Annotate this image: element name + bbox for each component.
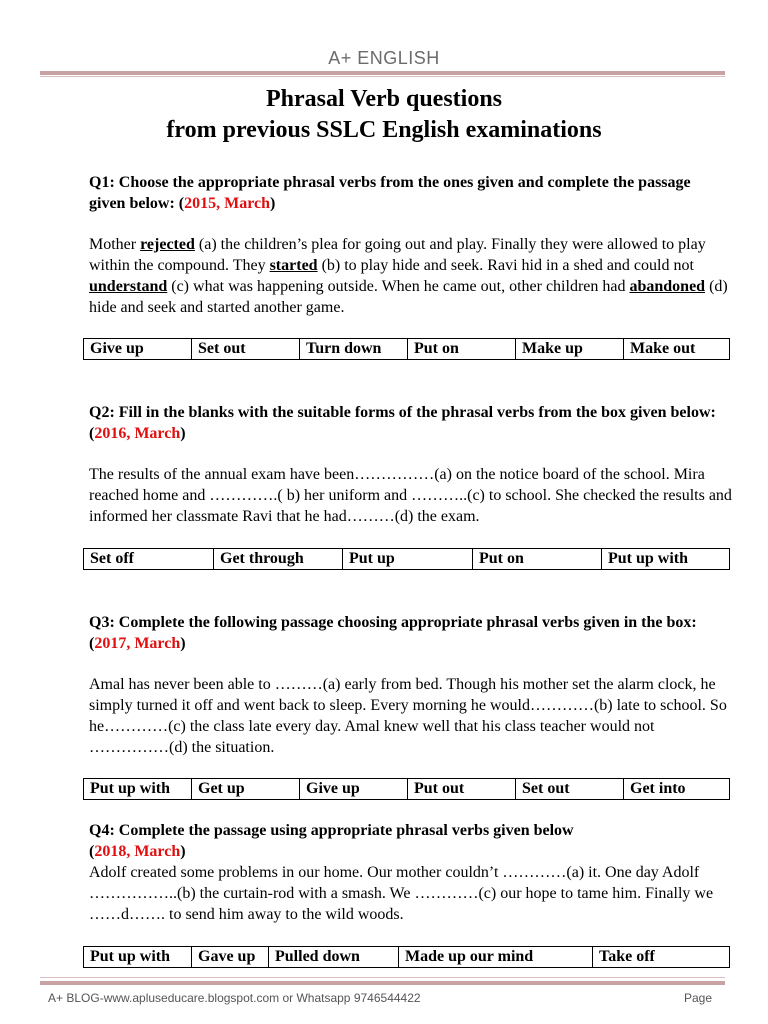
- q2-option: Set off: [84, 549, 214, 570]
- q3-option: Get into: [624, 779, 730, 800]
- q3-option: Set out: [516, 779, 624, 800]
- title-line-2: from previous SSLC English examinations: [166, 117, 602, 143]
- q4-open: (: [89, 843, 95, 860]
- q1-prompt-text: Q1: Choose the appropriate phrasal verbs from the ones given and complete the passage given below: (: [89, 174, 691, 212]
- q1-option: Give up: [84, 339, 192, 360]
- q2-option: Get through: [214, 549, 343, 570]
- q1-option: Turn down: [300, 339, 408, 360]
- q3-option: Put out: [408, 779, 516, 800]
- q3-option: Give up: [300, 779, 408, 800]
- q2-close: ): [180, 425, 186, 442]
- q2-prompt: [89, 402, 729, 444]
- q3-close: ): [180, 635, 186, 652]
- q1-word-started: started: [269, 257, 318, 274]
- q1-option: Make out: [624, 339, 730, 360]
- footer-text: A+ BLOG-www.apluseducare.blogspot.com or Whatsapp 9746544422: [48, 991, 421, 1005]
- q3-prompt-text: Q3: Complete the following passage choosing appropriate phrasal verbs given in the box: (: [89, 614, 697, 652]
- q1-word-abandoned: abandoned: [629, 278, 706, 295]
- q4-prompt-text: Q4: Complete the passage using appropriate phrasal verbs given below: [89, 822, 574, 839]
- q1-option: Make up: [516, 339, 624, 360]
- q2-prompt-text: Q2: Fill in the blanks with the suitable forms of the phrasal verbs from the box given below: (: [89, 404, 716, 442]
- q4-option: Take off: [593, 947, 730, 968]
- q1-year: 2015, March: [184, 195, 271, 212]
- q3-option: Put up with: [84, 779, 192, 800]
- q3-passage: Amal has never been able to ………(a) early from bed. Though his mother set the alarm clock, he simply turned it off and went back to sleep. Every morning he would…………(b) late to school. So he…………(c) the class late every day. Amal knew well that his class teacher would not ……………(d) the situation.: [89, 676, 727, 756]
- footer-rule: [40, 981, 725, 985]
- q3-year: 2017, March: [94, 635, 181, 652]
- q1-close: ): [270, 195, 276, 212]
- q1-passage: [89, 234, 734, 318]
- q4-year: 2018, March: [94, 843, 181, 860]
- q1-word-rejected: rejected: [140, 236, 195, 253]
- q1-text-4: (c) what was happening outside. When he came out, other children had: [167, 278, 630, 295]
- page-header: A+ ENGLISH: [328, 48, 440, 68]
- q4-option: Pulled down: [269, 947, 399, 968]
- q3-prompt: [89, 612, 729, 654]
- q2-option: Put on: [473, 549, 602, 570]
- q4-option: Made up our mind: [399, 947, 593, 968]
- q4-passage: Adolf created some problems in our home. Our mother couldn’t …………(a) it. One day Adolf ……………..(b) the curtain-rod with a smash. We …………(c) our hope to tame him. Finally we ……d……. to send him away to the wild woods.: [89, 864, 714, 923]
- q3-option: Get up: [192, 779, 300, 800]
- q4-option: Put up with: [84, 947, 192, 968]
- q2-year: 2016, March: [94, 425, 181, 442]
- q1-text-5: (d) hide and seek and started another game.: [89, 278, 728, 316]
- q4-year-line: [89, 841, 729, 862]
- page-label: Page: [684, 991, 713, 1005]
- q1-text-2: (a) the children’s plea for going out and play. Finally they were allowed to play within the compound. They: [89, 236, 706, 274]
- q1-prompt: [89, 172, 729, 214]
- q1-text-3: (b) to play hide and seek. Ravi hid in a shed and could not: [317, 257, 694, 274]
- q1-word-understand: understand: [89, 278, 168, 295]
- q2-passage: The results of the annual exam have been……………(a) on the notice board of the school. Mira reached home and ………….( b) her uniform and ………..(c) to school. She checked the results and informed her classmate Ravi that he had………(d) the exam.: [89, 466, 732, 525]
- q4-option: Gave up: [192, 947, 269, 968]
- q4-options-table: [83, 946, 730, 968]
- header-rule: [40, 71, 725, 75]
- q4-close: ): [180, 843, 186, 860]
- q2-option: Put up with: [602, 549, 730, 570]
- q1-option: Put on: [408, 339, 516, 360]
- q3-options-table: [83, 778, 730, 800]
- title-line-1: Phrasal Verb questions: [265, 86, 503, 112]
- q2-option: Put up: [343, 549, 473, 570]
- q1-option: Set out: [192, 339, 300, 360]
- q1-text-1: Mother: [89, 236, 141, 253]
- q4-prompt: [89, 820, 729, 841]
- q1-options-table: [83, 338, 730, 360]
- q2-options-table: [83, 548, 730, 570]
